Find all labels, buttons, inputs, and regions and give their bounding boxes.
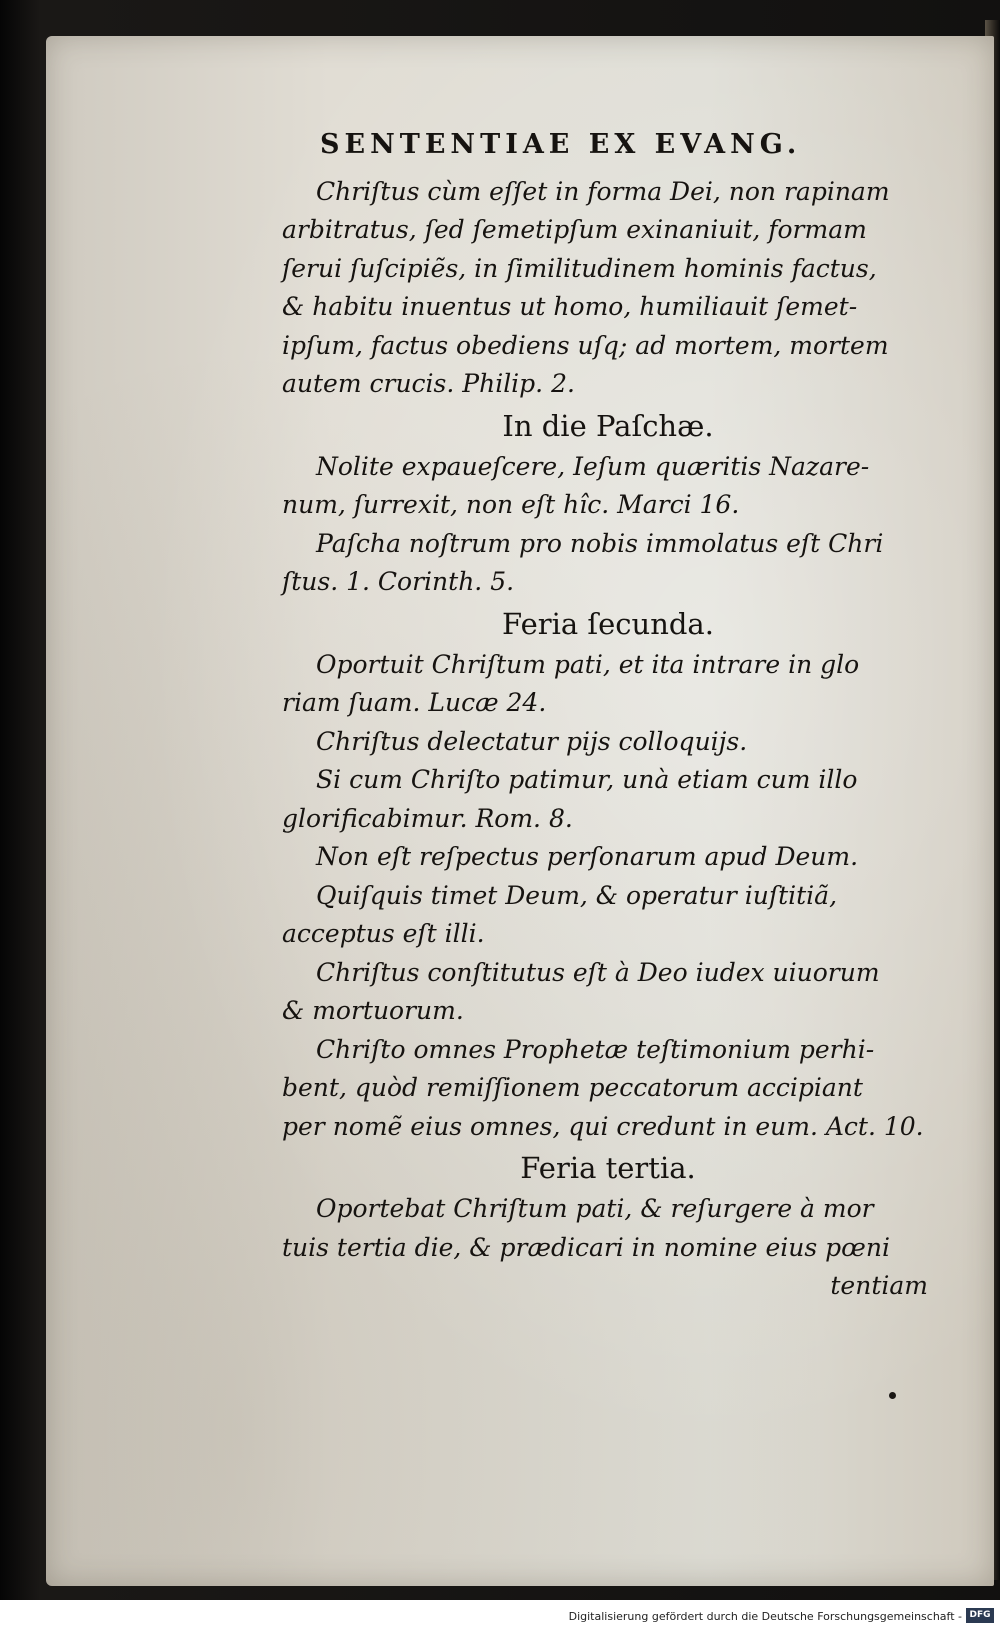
text-line: Oportuit Chriſtum pati, et ita intrare in glo: [316, 649, 860, 679]
section-heading: Feria tertia.: [520, 1151, 696, 1185]
text-line: num, ſurrexit, non eſt hîc. Marci 16.: [282, 490, 740, 519]
verse-paragraph: [282, 723, 934, 762]
text-line: Oportebat Chriſtum pati, & reſurgere à mor: [316, 1194, 874, 1223]
text-line: & habitu inuentus ut homo, humiliauit ſemet-: [282, 292, 858, 321]
text-line: tuis tertia die, & prædicari in nomine eius pœni: [282, 1232, 890, 1262]
text-line: ſtus. 1. Corinth. 5.: [282, 567, 515, 596]
text-line: ſerui ſuſcipiẽs, in ſimilitudinem hominis factus,: [282, 253, 877, 283]
text-line: bent, quòd remiſſionem peccatorum accipiant: [282, 1073, 863, 1102]
ink-dot: [889, 1392, 896, 1399]
text-line: Non eſt reſpectus perſonarum apud Deum.: [316, 842, 859, 871]
text-line: Chriſtus conſtitutus eſt à Deo iudex uiuorum: [316, 957, 880, 987]
footer-credit: Digitalisierung gefördert durch die Deutsche Forschungsgemeinschaft -: [568, 1610, 962, 1623]
text-line: Nolite expaueſcere, Ieſum quæritis Nazare-: [316, 451, 870, 481]
text-line: riam ſuam. Lucæ 24.: [282, 688, 547, 717]
dfg-logo: DFG: [966, 1608, 994, 1623]
verse-paragraph: [282, 525, 934, 602]
verse-paragraph: [282, 448, 934, 525]
text-line: acceptus eſt illi.: [282, 919, 485, 948]
text-line: per nomẽ eius omnes, qui credunt in eum. Act. 10.: [282, 1111, 924, 1141]
verse-paragraph: [282, 173, 934, 404]
section-heading: Feria ſecunda.: [502, 606, 714, 641]
text-line: ipſum, factus obediens uſq; ad mortem, mortem: [282, 330, 889, 360]
verse-paragraph: [282, 877, 934, 954]
text-line: glorificabimur. Rom. 8.: [282, 803, 573, 833]
section-heading: In die Paſchæ.: [502, 408, 714, 443]
digitization-footer: [0, 1600, 1000, 1634]
text-line: autem crucis. Philip. 2.: [282, 369, 575, 398]
text-line: Chriſtus delectatur pijs colloquijs.: [316, 726, 748, 756]
running-head: SENTENTIAE EX EVANG.: [320, 129, 802, 160]
verse-paragraph: [282, 838, 934, 877]
text-sections: [282, 173, 934, 1268]
text-line: Chriſto omnes Prophetæ teſtimonium perhi-: [316, 1034, 875, 1064]
text-line: & mortuorum.: [282, 996, 464, 1025]
text-line: Quiſquis timet Deum, & operatur iuſtitiã,: [316, 880, 838, 910]
verse-paragraph: [282, 1031, 934, 1147]
verse-paragraph: [282, 954, 934, 1031]
text-line: Chriſtus cùm eſſet in forma Dei, non rapinam: [316, 176, 890, 206]
page-text: [282, 126, 934, 1306]
verse-paragraph: [282, 1190, 934, 1267]
verse-paragraph: [282, 761, 934, 838]
text-line: arbitratus, ſed ſemetipſum exinaniuit, formam: [282, 215, 867, 244]
text-line: Si cum Chriſto patimur, unà etiam cum illo: [316, 765, 858, 794]
catchword: tentiam: [830, 1271, 928, 1300]
verse-paragraph: [282, 646, 934, 723]
text-line: Paſcha noſtrum pro nobis immolatus eſt Chri: [316, 528, 884, 558]
